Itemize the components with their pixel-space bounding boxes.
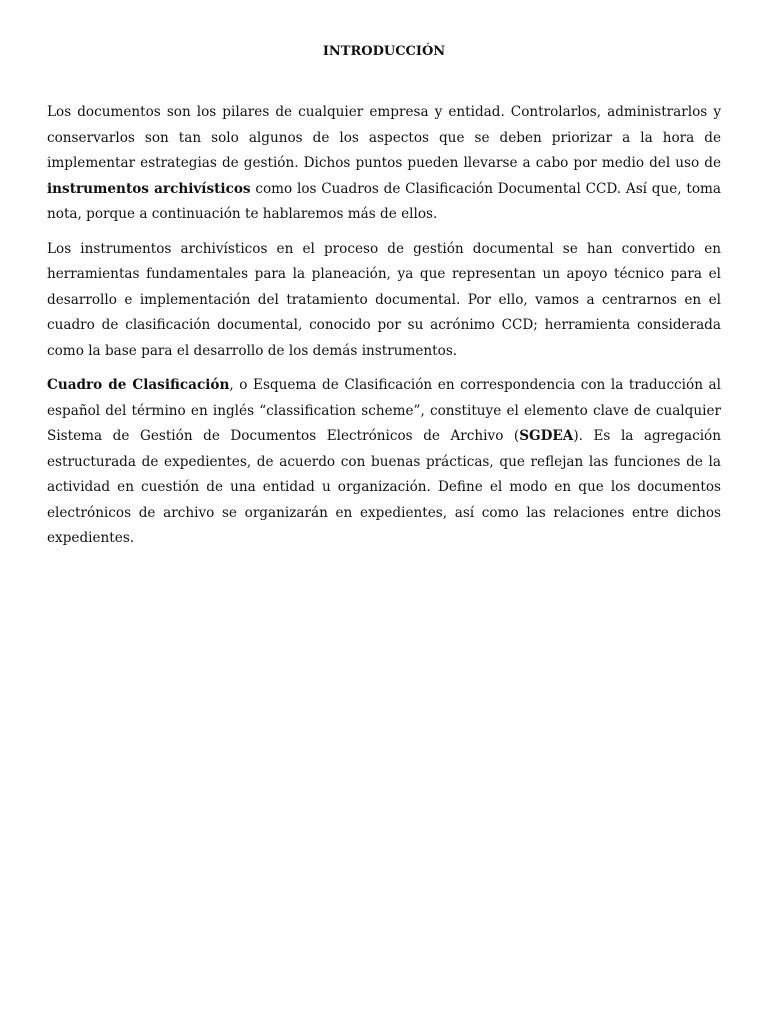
- paragraph-3: [47, 373, 721, 552]
- paragraph-3-text-a: , o Esquema de Clasificación en correspondencia con la traducción al español del término en inglés “classification scheme”, constituye el elemento clave de cualquier Sistema de Gestión de Documentos Electrónicos de Archivo (: [47, 377, 721, 444]
- document-page: [47, 42, 721, 561]
- paragraph-3-bold-acronym: SGDEA: [519, 428, 574, 444]
- paragraph-1-text-a: Los documentos son los pilares de cualquier empresa y entidad. Controlarlos, administrarlos y conservarlos son tan solo algunos de los aspectos que se deben priorizar a la hora de implementar estrategias de gestión. Dichos puntos pueden llevarse a cabo por medio del uso de: [47, 104, 721, 171]
- paragraph-3-text-b: ). Es la agregación estructurada de expedientes, de acuerdo con buenas prácticas, que reflejan las funciones de la actividad en cuestión de una entidad u organización. Define el modo en que los documentos electrónicos de archivo se organizarán en expedientes, así como las relaciones entre dichos expedientes.: [47, 428, 721, 546]
- paragraph-2: [47, 237, 721, 365]
- paragraph-1-bold-term: instrumentos archivísticos: [47, 180, 251, 197]
- paragraph-1-text-b: como los Cuadros de Clasificación Documental CCD. Así que, toma nota, porque a continuación te hablaremos más de ellos.: [47, 180, 721, 222]
- paragraph-3-bold-term: Cuadro de Clasificación: [47, 377, 230, 393]
- paragraph-1: [47, 100, 721, 228]
- paragraph-2-text: Los instrumentos archivísticos en el proceso de gestión documental se han convertido en herramientas fundamentales para la planeación, ya que representan un apoyo técnico para el desarrollo e implementación del tratamiento documental. Por ello, vamos a centrarnos en el cuadro de clasificación documental, conocido por su acrónimo CCD; herramienta considerada como la base para el desarrollo de los demás instrumentos.: [47, 240, 721, 359]
- document-title: INTRODUCCIÓN: [322, 44, 446, 59]
